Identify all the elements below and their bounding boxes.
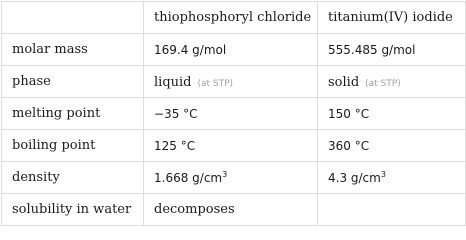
table-row [2, 130, 466, 162]
header-empty-cell [2, 2, 144, 34]
row-label-phase: phase [2, 66, 144, 98]
phase-titanium-iv-iodide [318, 66, 466, 98]
table-row [2, 194, 466, 226]
row-label-molar-mass: molar mass [2, 34, 144, 66]
phase-note: (at STP) [197, 78, 234, 89]
row-label-melting-point: melting point [2, 98, 144, 130]
melting-point-thiophosphoryl-chloride: −35 °C [144, 98, 318, 130]
melting-point-titanium-iv-iodide: 150 °C [318, 98, 466, 130]
phase-thiophosphoryl-chloride [144, 66, 318, 98]
table-row [2, 66, 466, 98]
phase-note: (at STP) [365, 78, 401, 89]
solubility-thiophosphoryl-chloride: decomposes [144, 194, 318, 226]
molar-mass-titanium-iv-iodide: 555.485 g/mol [318, 34, 466, 66]
density-thiophosphoryl-chloride [144, 162, 318, 194]
row-label-density: density [2, 162, 144, 194]
table-row [2, 34, 466, 66]
row-label-solubility-in-water: solubility in water [2, 194, 144, 226]
phase-value: solid [328, 74, 360, 90]
properties-table [1, 1, 466, 226]
boiling-point-titanium-iv-iodide: 360 °C [318, 130, 466, 162]
header-thiophosphoryl-chloride: thiophosphoryl chloride [144, 2, 318, 34]
molar-mass-thiophosphoryl-chloride: 169.4 g/mol [144, 34, 318, 66]
density-exponent: 3 [222, 169, 228, 179]
solubility-titanium-iv-iodide [318, 194, 466, 226]
table-row [2, 98, 466, 130]
density-value: 1.668 g/cm [154, 170, 223, 185]
density-value: 4.3 g/cm [328, 170, 381, 185]
density-titanium-iv-iodide [318, 162, 466, 194]
boiling-point-thiophosphoryl-chloride: 125 °C [144, 130, 318, 162]
table-row [2, 162, 466, 194]
header-row [2, 2, 466, 34]
phase-value: liquid [154, 74, 192, 90]
density-exponent: 3 [380, 169, 386, 179]
header-titanium-iv-iodide: titanium(IV) iodide [318, 2, 466, 34]
row-label-boiling-point: boiling point [2, 130, 144, 162]
